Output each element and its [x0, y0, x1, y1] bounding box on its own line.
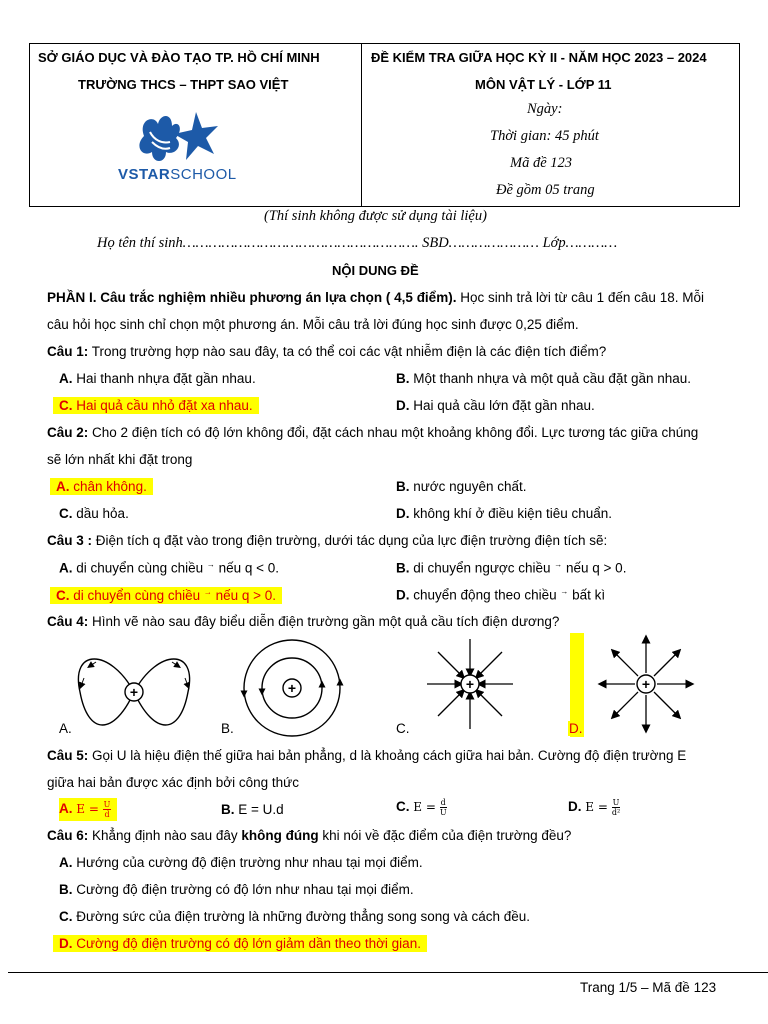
q3-c-text: di chuyển cùng chiều — [73, 587, 201, 603]
figure-b-plus: + — [287, 680, 297, 696]
footer-rule — [8, 972, 768, 973]
q3-d-text: chuyển động theo chiều — [413, 587, 557, 603]
q2-option-b — [396, 479, 526, 494]
header-divider — [361, 44, 362, 206]
q1-option-c — [53, 398, 256, 413]
q6-text-a: Khẳng định nào sau đây — [88, 828, 242, 843]
school-logo — [114, 106, 244, 192]
q1-option-a — [59, 371, 256, 386]
q5-a-fraction — [103, 800, 112, 819]
q5-b-letter: B. — [221, 802, 235, 817]
figure-c-plus: + — [465, 676, 475, 692]
figure-a-label: A. — [59, 721, 72, 736]
q3-d-text-2: bất kì — [568, 587, 606, 603]
q4-stem — [47, 614, 559, 629]
q5-option-d — [568, 798, 620, 817]
q5-option-c — [396, 798, 447, 817]
q6-option-a — [59, 855, 423, 870]
q1-d-text: Hai quả cầu lớn đặt gần nhau. — [413, 398, 595, 413]
figure-a-plus: + — [129, 684, 139, 700]
vector-arrow-icon: → — [560, 587, 569, 596]
q2-a-highlight — [50, 478, 153, 495]
page-footer: Trang 1/5 – Mã đề 123 — [580, 980, 717, 995]
q5-c-fraction — [440, 798, 447, 817]
q2-c-letter: C. — [59, 506, 73, 521]
q3-b-text: di chuyển ngược chiều — [413, 560, 551, 576]
q5-c-lhs: E = — [413, 800, 436, 815]
q1-option-b — [396, 371, 691, 386]
figure-d-field-lines — [600, 637, 692, 731]
q2-option-c — [59, 506, 129, 521]
q6-text-b: khi nói về đặc điểm của điện trường đều? — [318, 828, 572, 843]
q5-b-text: E = U.d — [238, 802, 284, 817]
q6-c-text: Đường sức của điện trường là những đường thẳng song song và cách đều. — [76, 909, 531, 924]
logo-text-vstar: VSTAR — [118, 166, 171, 183]
q6-d-text: Cường độ điện trường có độ lớn giảm dần theo thời gian. — [76, 936, 421, 951]
q3-b-text-2: nếu q > 0. — [562, 560, 627, 576]
q2-a-text: chân không. — [73, 479, 147, 494]
part1-intro-b: câu hỏi học sinh chỉ chọn một phương án. Mỗi câu trả lời đúng học sinh được 0,25 điểm. — [47, 317, 579, 332]
q2-stem — [47, 425, 698, 440]
q6-option-c — [59, 909, 530, 924]
q2-text: Cho 2 điện tích có độ lớn không đổi, đặt cách nhau một khoảng không đổi. Lực tương tác giữa chúng — [88, 425, 699, 440]
q2-option-a — [50, 479, 153, 494]
page-count: Đề gồm 05 trang — [496, 182, 595, 198]
q5-d-den: d² — [611, 808, 621, 817]
part1-title: PHẦN I. Câu trắc nghiệm nhiều phương án lựa chọn ( 4,5 điểm). — [47, 290, 457, 305]
q5-c-letter: C. — [396, 799, 410, 815]
q3-b-letter: B. — [396, 560, 410, 576]
q1-text: Trong trường hợp nào sau đây, ta có thể coi các vật nhiễm điện là các điện tích điểm? — [88, 344, 607, 359]
figure-d-label: D. — [569, 721, 583, 736]
q3-option-a — [59, 560, 279, 576]
q5-d-num: U — [612, 798, 620, 807]
q5-d-fraction — [612, 798, 621, 817]
q2-d-letter: D. — [396, 506, 410, 521]
figure-c-label: C. — [396, 721, 410, 736]
q6-d-highlight — [53, 935, 427, 952]
q1-a-letter: A. — [59, 371, 73, 386]
q6-option-d — [53, 936, 427, 951]
q2-label: Câu 2: — [47, 425, 89, 440]
q5-text: Gọi U là hiệu điện thế giữa hai bản phẳng, d là khoảng cách giữa hai bản. Cường độ điện trường E — [88, 748, 687, 763]
q2-b-letter: B. — [396, 479, 410, 494]
q2-d-text: không khí ở điều kiện tiêu chuẩn. — [413, 506, 613, 521]
q6-d-letter: D. — [59, 936, 73, 951]
q1-d-letter: D. — [396, 398, 410, 413]
figure-a-field-lines — [70, 648, 200, 738]
q3-option-b — [396, 560, 626, 576]
q1-c-letter: C. — [59, 398, 73, 413]
vector-arrow-icon: → — [206, 560, 215, 569]
q5-a-lhs: E = — [76, 802, 99, 817]
q3-c-letter: C. — [56, 587, 70, 603]
figure-b-label: B. — [221, 721, 234, 736]
notice-text: (Thí sinh không được sử dụng tài liệu) — [264, 208, 487, 224]
q3-d-letter: D. — [396, 587, 410, 603]
q5-d-letter: D. — [568, 799, 582, 815]
school-name: TRƯỜNG THCS – THPT SAO VIỆT — [78, 77, 289, 92]
q6-stem — [47, 828, 571, 843]
q6-a-text: Hướng của cường độ điện trường như nhau tại mọi điểm. — [76, 855, 423, 870]
exam-header — [29, 43, 740, 207]
part1-line-1 — [47, 290, 704, 305]
figure-d-plus: + — [641, 676, 651, 692]
q3-a-text: di chuyển cùng chiều — [76, 560, 204, 576]
q1-c-highlight — [53, 397, 259, 414]
exam-title: ĐỀ KIỂM TRA GIỮA HỌC KỲ II - NĂM HỌC 2023 – 2024 — [371, 50, 707, 65]
q2-a-letter: A. — [56, 479, 70, 494]
q3-stem — [47, 533, 607, 548]
q6-label: Câu 6: — [47, 828, 89, 843]
q3-label: Câu 3 : — [47, 533, 93, 548]
q6-c-letter: C. — [59, 909, 73, 924]
q4-text: Hình vẽ nào sau đây biểu diễn điện trường gần một quả cầu tích điện dương? — [88, 614, 560, 629]
q1-stem — [47, 344, 606, 359]
q5-a-den: d — [104, 810, 110, 819]
q1-a-text: Hai thanh nhựa đặt gần nhau. — [76, 371, 256, 386]
q5-a-num: U — [103, 800, 111, 809]
q5-d-lhs: E = — [585, 800, 608, 815]
figure-b-field-lines — [232, 638, 352, 740]
q2-stem-2: sẽ lớn nhất khi đặt trong — [47, 452, 193, 467]
logo-text-school: SCHOOL — [170, 166, 237, 183]
q2-c-text: dầu hỏa. — [76, 506, 129, 521]
q6-a-letter: A. — [59, 855, 73, 870]
q2-option-d — [396, 506, 612, 521]
q5-stem-2: giữa hai bản được xác định bởi công thức — [47, 775, 299, 790]
exam-duration: Thời gian: 45 phút — [490, 128, 599, 144]
q1-b-text: Một thanh nhựa và một quả cầu đặt gần nhau. — [413, 371, 691, 386]
part1-intro-a: Học sinh trả lời từ câu 1 đến câu 18. Mỗi — [456, 290, 704, 305]
q5-label: Câu 5: — [47, 748, 89, 763]
exam-date: Ngày: — [527, 101, 563, 117]
q1-option-d — [396, 398, 595, 413]
q6-text-bold: không đúng — [241, 828, 319, 843]
q1-b-letter: B. — [396, 371, 410, 386]
q3-a-letter: A. — [59, 560, 73, 576]
q3-text: Điện tích q đặt vào trong điện trường, dưới tác dụng của lực điện trường điện tích sẽ: — [92, 533, 608, 548]
subject-title: MÔN VẬT LÝ - LỚP 11 — [475, 77, 612, 92]
vector-arrow-icon: → — [554, 560, 563, 569]
student-info-line: Họ tên thí sinh………………………………………………. SBD………………… Lớp………… — [97, 235, 618, 251]
q6-option-b — [59, 882, 414, 897]
q6-b-text: Cường độ điện trường có độ lớn như nhau tại mọi điểm. — [76, 882, 414, 897]
q3-c-highlight — [50, 587, 282, 604]
q3-option-c — [50, 587, 282, 603]
q5-c-den: U — [439, 808, 447, 817]
q5-c-num: d — [440, 798, 446, 807]
q6-b-letter: B. — [59, 882, 73, 897]
q1-label: Câu 1: — [47, 344, 89, 359]
q5-option-b — [221, 802, 284, 817]
content-heading: NỘI DUNG ĐỀ — [332, 263, 419, 278]
department-name: SỞ GIÁO DỤC VÀ ĐÀO TẠO TP. HỒ CHÍ MINH — [38, 50, 320, 65]
vector-arrow-icon: → — [203, 587, 212, 596]
q5-stem — [47, 748, 686, 763]
q5-option-a — [59, 798, 117, 821]
logo-wordmark — [118, 166, 237, 183]
q2-b-text: nước nguyên chất. — [413, 479, 527, 494]
q1-c-text: Hai quả cầu nhỏ đặt xa nhau. — [76, 398, 253, 413]
q3-a-text-2: nếu q < 0. — [214, 560, 280, 576]
figure-c-field-lines — [425, 637, 515, 731]
exam-code: Mã đề 123 — [510, 155, 573, 171]
q3-c-text-2: nếu q > 0. — [211, 587, 277, 603]
q4-label: Câu 4: — [47, 614, 89, 629]
q5-a-letter: A. — [59, 801, 73, 817]
q3-option-d — [396, 587, 605, 603]
